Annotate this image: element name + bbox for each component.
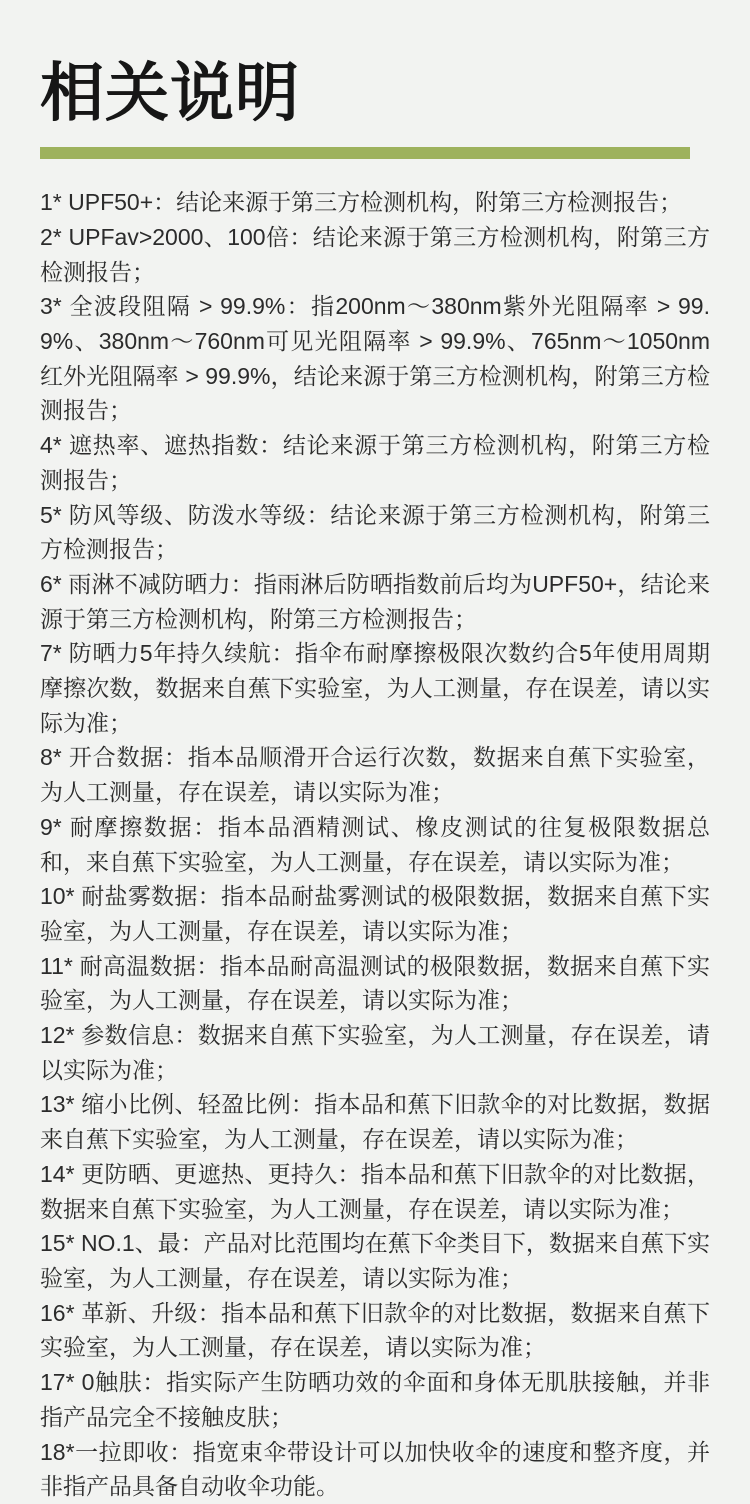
note-item: 16* 革新、升级：指本品和蕉下旧款伞的对比数据，数据来自蕉下实验室，为人工测量，存在误差，请以实际为准； [40, 1299, 710, 1361]
note-item: 2* UPFav>2000、100倍：结论来源于第三方检测机构，附第三方检测报告； [40, 223, 710, 285]
note-item: 14* 更防晒、更遮热、更持久：指本品和蕉下旧款伞的对比数据，数据来自蕉下实验室，为人工测量，存在误差，请以实际为准； [40, 1160, 710, 1222]
note-item: 13* 缩小比例、轻盈比例：指本品和蕉下旧款伞的对比数据，数据来自蕉下实验室，为人工测量，存在误差，请以实际为准； [40, 1091, 710, 1153]
note-item: 10* 耐盐雾数据：指本品耐盐雾测试的极限数据，数据来自蕉下实验室，为人工测量，存在误差，请以实际为准； [40, 883, 710, 944]
note-item: 18*一拉即收：指宽束伞带设计可以加快收伞的速度和整齐度，并非指产品具备自动收伞功能。 [40, 1438, 710, 1500]
related-notes-section [0, 52, 750, 1500]
note-item: 1* UPF50+：结论来源于第三方检测机构，附第三方检测报告； [40, 189, 683, 216]
page-title: 相关说明 [40, 57, 300, 129]
note-item: 11* 耐高温数据：指本品耐高温测试的极限数据，数据来自蕉下实验室，为人工测量，存在误差，请以实际为准； [40, 952, 710, 1014]
note-item: 17* 0触肤：指实际产生防晒功效的伞面和身体无肌肤接触，并非指产品完全不接触皮肤； [40, 1369, 710, 1430]
note-item: 9* 耐摩擦数据：指本品酒精测试、橡皮测试的往复极限数据总和，来自蕉下实验室，为人工测量，存在误差，请以实际为准； [40, 813, 710, 875]
note-item: 8* 开合数据：指本品顺滑开合运行次数，数据来自蕉下实验室，为人工测量，存在误差，请以实际为准； [40, 744, 710, 806]
note-item: 3* 全波段阻隔 > 99.9%：指200nm～380nm紫外光阻隔率 > 99.9%、380nm～760nm可见光阻隔率 > 99.9%、765nm～1050nm红外光阻隔率 > 99.9%，结论来源于第三方检测机构，附第三方检测报告； [40, 293, 710, 424]
note-item: 5* 防风等级、防泼水等级：结论来源于第三方检测机构，附第三方检测报告； [40, 501, 710, 563]
note-item: 12* 参数信息：数据来自蕉下实验室，为人工测量，存在误差，请以实际为准； [40, 1022, 710, 1083]
note-item: 7* 防晒力5年持久续航：指伞布耐摩擦极限次数约合5年使用周期摩擦次数，数据来自蕉下实验室，为人工测量，存在误差，请以实际为准； [40, 640, 710, 736]
accent-bar [40, 147, 690, 159]
notes-list [40, 185, 710, 1504]
note-item: 6* 雨淋不减防晒力：指雨淋后防晒指数前后均为UPF50+，结论来源于第三方检测机构，附第三方检测报告； [40, 570, 710, 632]
note-item: 15* NO.1、最：产品对比范围均在蕉下伞类目下，数据来自蕉下实验室，为人工测量，存在误差，请以实际为准； [40, 1230, 710, 1291]
note-item: 4* 遮热率、遮热指数：结论来源于第三方检测机构，附第三方检测报告； [40, 432, 710, 493]
